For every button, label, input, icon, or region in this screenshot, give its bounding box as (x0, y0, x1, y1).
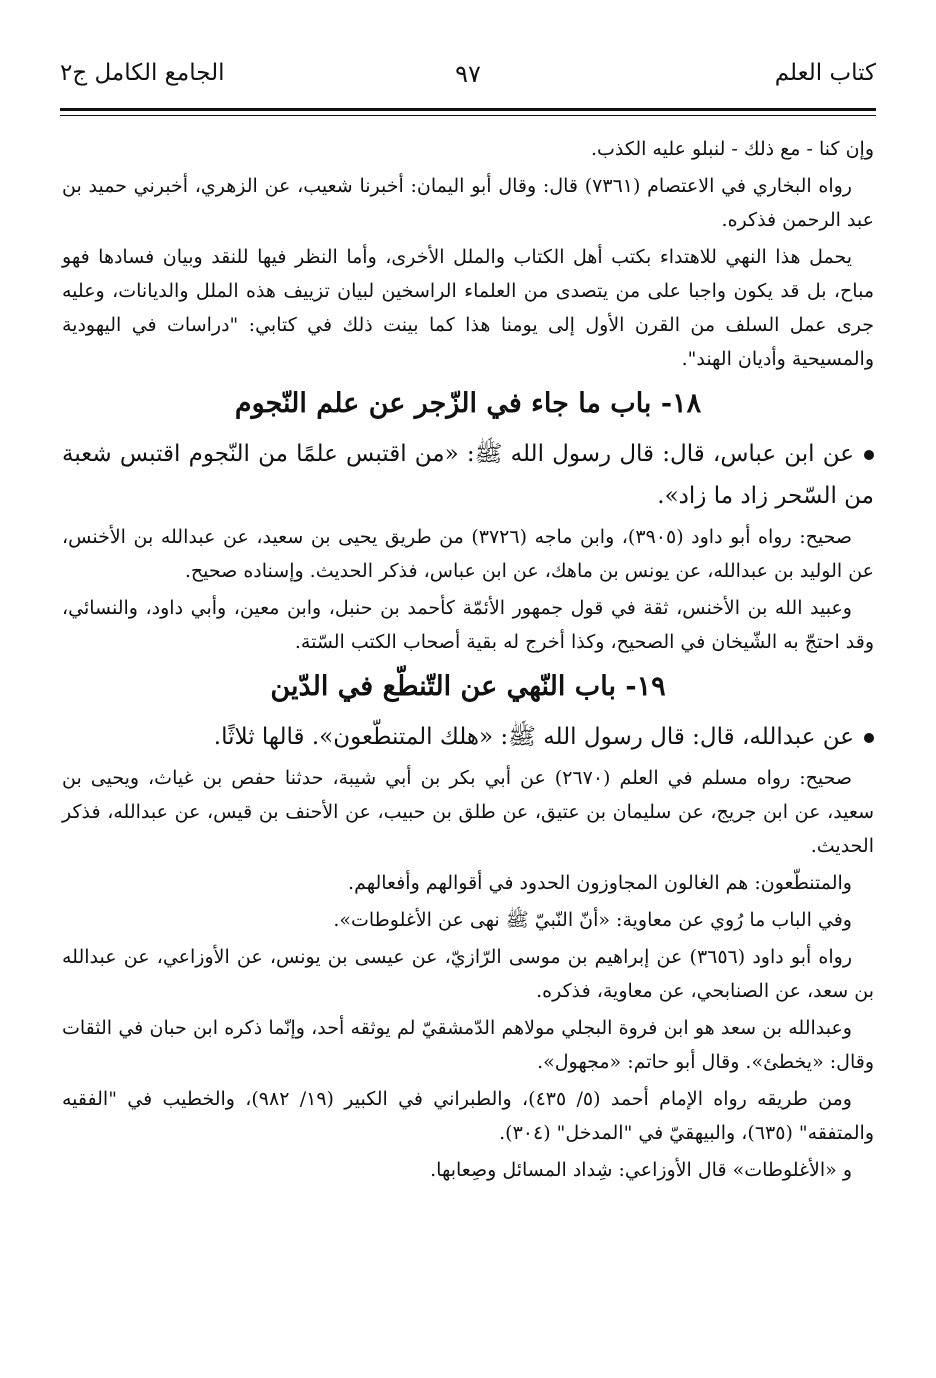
paragraph: و «الأغلوطات» قال الأوزاعي: شِداد المسائل وصِعابها. (430, 1159, 852, 1181)
hadith-text: عن ابن عباس، قال: قال رسول الله ﷺ: «من اقتبس علمًا من النّجوم اقتبس شعبة من السّحر زاد ما زاد». (62, 441, 874, 509)
paragraph: وإن كنا - مع ذلك - لنبلو عليه الكذب. (590, 138, 874, 160)
paragraph: صحيح: رواه أبو داود (٣٩٠٥)، وابن ماجه (٣٧٢٦) من طريق يحيى بن سعيد، عن عبدالله بن الأخنس، عن الوليد بن عبدالله، عن يونس بن ماهك، عن ابن عباس، فذكر الحديث. وإسناده صحيح. (62, 526, 874, 582)
paragraph: والمتنطّعون: هم الغالون المجاوزون الحدود في أقوالهم وأفعالهم. (348, 872, 852, 894)
hadith-text-18 (62, 433, 874, 517)
paragraph: ومن طريقه رواه الإمام أحمد (٥/ ٤٣٥)، والطبراني في الكبير (١٩/ ٩٨٢)، والخطيب في "الفقيه والمتفقه" (٦٣٥)، والبيهقيّ في "المدخل" (٣٠٤). (62, 1088, 874, 1144)
page-body (62, 132, 874, 1190)
paragraph: وفي الباب ما رُوي عن معاوية: «أنّ النّبيّ ﷺ نهى عن الأغلوطات». (333, 909, 852, 931)
hadith-text: عن عبدالله، قال: قال رسول الله ﷺ: «هلك المتنطّعون». قالها ثلاثًا. (213, 724, 854, 750)
chapter-title: كتاب العلم (774, 60, 876, 86)
bullet-icon (864, 450, 874, 460)
header-rule-thick (60, 108, 876, 111)
paragraph: وعبدالله بن سعد هو ابن فروة البجلي مولاهم الدّمشقيّ لم يوثقه أحد، وإنّما ذكره ابن حبان في الثقات وقال: «يخطئ». وقال أبو حاتم: «مجهول». (62, 1017, 874, 1073)
page-number: ٩٧ (455, 60, 481, 88)
paragraph: وعبيد الله بن الأخنس، ثقة في قول جمهور الأئمّة كأحمد بن حنبل، وابن معين، وأبي داود، والنسائي، وقد احتجّ به الشّيخان في الصحيح، وكذا أخرج له بقية أصحاب الكتب السّتة. (62, 597, 874, 653)
hadith-text-19 (62, 716, 874, 758)
bullet-icon (864, 733, 874, 743)
paragraph: يحمل هذا النهي للاهتداء بكتب أهل الكتاب والملل الأخرى، وأما النظر فيها للنقد وبيان فسادها فهو مباح، بل قد يكون واجبا على من يتصدى من العلماء الراسخين لبيان تزييف هذه الملل والديانات، وعليه جرى عمل السلف من القرن الأول إلى يومنا هذا كما بينت ذلك في كتابي: "دراسات في اليهودية والمسيحية وأديان الهند". (62, 246, 874, 370)
paragraph: رواه البخاري في الاعتصام (٧٣٦١) قال: وقال أبو اليمان: أخبرنا شعيب، عن الزهري، أخبرني حميد بن عبد الرحمن فذكره. (62, 175, 874, 231)
book-title: الجامع الكامل ج٢ (60, 60, 225, 86)
header-rule-thin (60, 115, 876, 116)
paragraph: رواه أبو داود (٣٦٥٦) عن إبراهيم بن موسى الرّازيّ، عن عيسى بن يونس، عن الأوزاعي، عن عبدالله بن سعد، عن الصنابحي، عن معاوية، فذكره. (62, 946, 874, 1002)
section-title-18: ١٨- باب ما جاء في الزّجر عن علم النّجوم (234, 388, 702, 419)
section-title-19: ١٩- باب النّهي عن التّنطّع في الدّين (270, 671, 666, 702)
page-header (60, 60, 876, 100)
paragraph: صحيح: رواه مسلم في العلم (٢٦٧٠) عن أبي بكر بن أبي شيبة، حدثنا حفص بن غياث، ويحيى بن سعيد، عن ابن جريج، عن سليمان بن عتيق، عن طلق بن حبيب، عن الأحنف بن قيس، عن عبدالله، فذكر الحديث. (62, 767, 874, 857)
